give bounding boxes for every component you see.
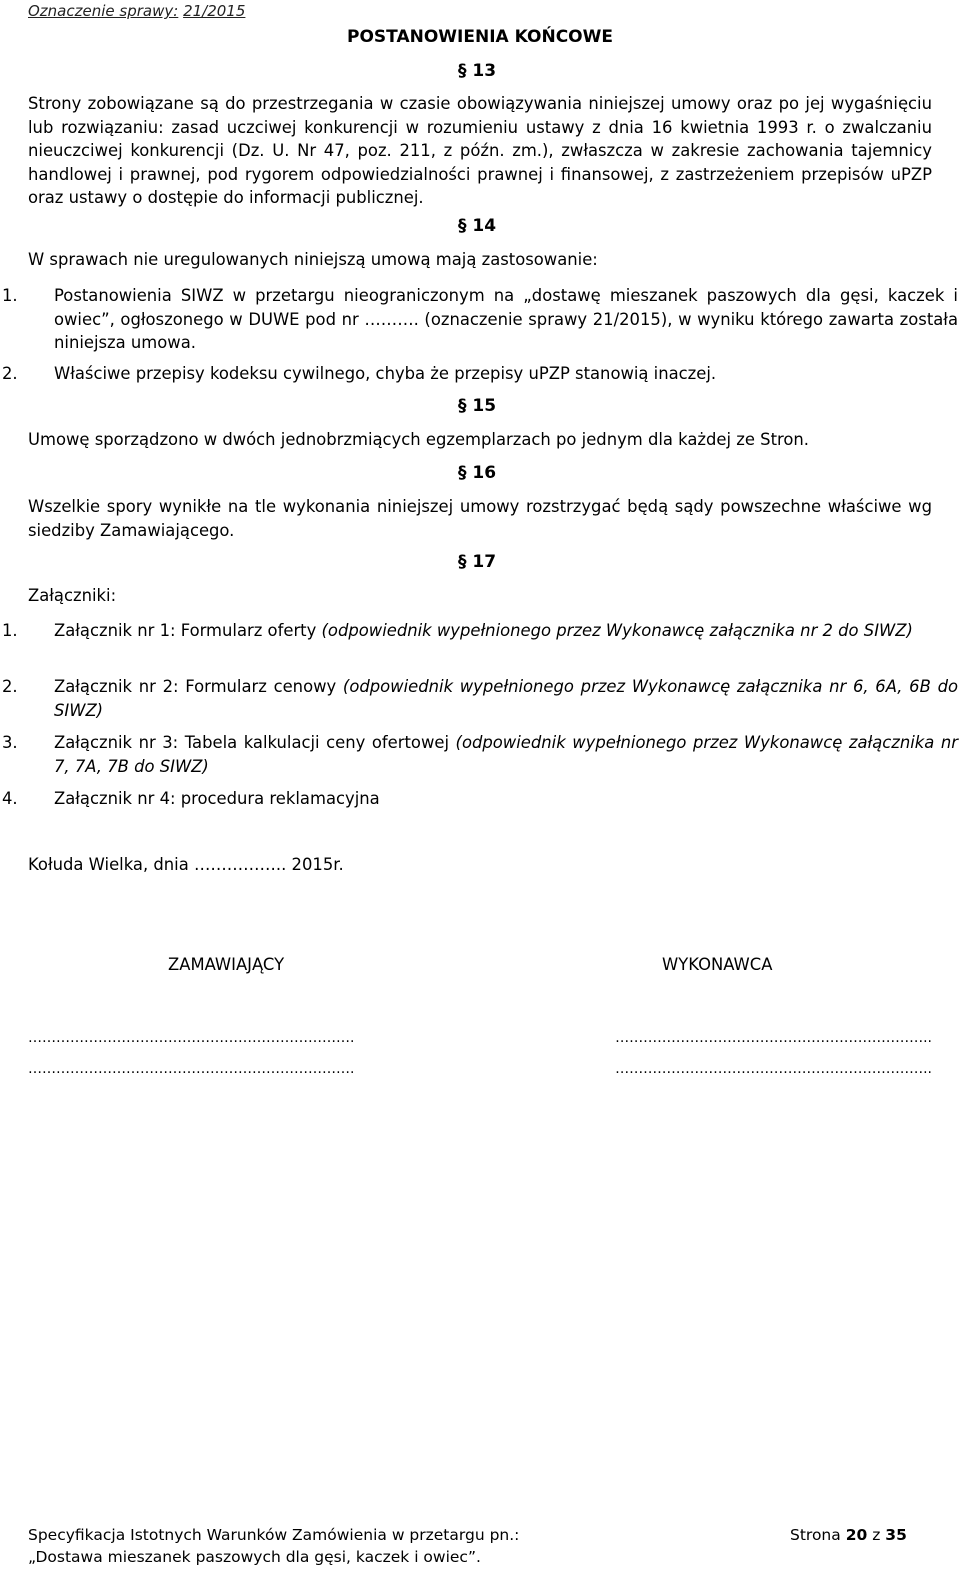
item-text: Właściwe przepisy kodeksu cywilnego, chyba że przepisy uPZP stanowią inaczej.	[54, 364, 717, 383]
section-15-text: Umowę sporządzono w dwóch jednobrzmiących egzemplarzach po jednym dla każdej ze Stron.	[28, 430, 810, 449]
signature-label-contractor: WYKONAWCA	[662, 955, 773, 974]
signature-line-contractor: …………………………………………………………..	[615, 1061, 932, 1077]
page-total: 35	[885, 1526, 907, 1544]
item-number: 1.	[2, 621, 18, 640]
item-main: Załącznik nr 3: Tabela kalkulacji ceny ofertowej	[54, 733, 456, 752]
case-reference-number: 21/2015	[183, 2, 246, 20]
attachment-item	[2, 619, 958, 643]
item-main: Załącznik nr 4: procedura reklamacyjna	[54, 789, 380, 808]
signature-line-contractor: …………………………………………………………..	[615, 1030, 932, 1046]
place-and-date: Kołuda Wielka, dnia …………….. 2015r.	[28, 855, 344, 874]
signature-line-orderer: …………………………………………………………….	[28, 1030, 355, 1046]
item-note: (odpowiednik wypełnionego przez Wykonawcę załącznika nr 6, 6A, 6B do SIWZ)	[54, 677, 958, 720]
signature-line-orderer: …………………………………………………………….	[28, 1061, 355, 1077]
item-text: Postanowienia SIWZ w przetargu nieograniczonym na „dostawę mieszanek paszowych dla gęsi, kaczek i owiec”, ogłoszonego w DUWE pod nr ………. (oznaczenie sprawy 21/2015), w wyniku którego zawarta została niniejsza umowa.	[54, 286, 958, 352]
item-number: 2.	[2, 364, 18, 383]
section-14-item	[2, 362, 958, 386]
case-reference	[28, 2, 245, 20]
attachment-item	[2, 731, 958, 778]
section-14-intro: W sprawach nie uregulowanych niniejszą umową mają zastosowanie:	[28, 250, 598, 269]
item-number: 4.	[2, 789, 18, 808]
section-13-text: Strony zobowiązane są do przestrzegania w czasie obowiązywania niniejszej umowy oraz po jej wygaśnięciu lub rozwiązaniu: zasad uczciwej konkurencji w rozumieniu ustawy z dnia 16 kwietnia 1993 r. o zwalczaniu nieuczciwej konkurencji (Dz. U. Nr 47, poz. 211, z późn. zm.), zwłaszcza w zakresie zachowania tajemnicy handlowej i prawnej, pod rygorem odpowiedzialności prawnej i finansowej, z zastrzeżeniem przepisów uPZP oraz ustawy o dostępie do informacji publicznej.	[28, 94, 932, 207]
page-title: POSTANOWIENIA KOŃCOWE	[347, 27, 613, 47]
item-number: 2.	[2, 677, 18, 696]
item-number: 1.	[2, 286, 18, 305]
case-reference-label: Oznaczenie sprawy:	[28, 2, 179, 20]
signature-label-orderer: ZAMAWIAJĄCY	[168, 955, 285, 974]
section-15-heading: § 15	[458, 396, 497, 416]
item-main: Załącznik nr 2: Formularz cenowy	[54, 677, 343, 696]
page-separator: z	[872, 1526, 881, 1544]
attachment-item	[2, 787, 958, 811]
page-prefix: Strona	[790, 1526, 841, 1544]
section-16-heading: § 16	[458, 463, 497, 483]
footer-subject: „Dostawa mieszanek paszowych dla gęsi, kaczek i owiec”.	[28, 1548, 481, 1566]
section-14-heading: § 14	[458, 216, 497, 236]
section-16-text: Wszelkie spory wynikłe na tle wykonania niniejszej umowy rozstrzygać będą sądy powszechne właściwe wg siedziby Zamawiającego.	[28, 497, 932, 540]
item-number: 3.	[2, 733, 18, 752]
section-13-heading: § 13	[458, 61, 497, 81]
item-note: (odpowiednik wypełnionego przez Wykonawcę załącznika nr 2 do SIWZ)	[321, 621, 913, 640]
page-number	[790, 1524, 907, 1546]
attachment-item	[2, 675, 958, 722]
section-14-item	[2, 284, 958, 355]
item-main: Załącznik nr 1: Formularz oferty	[54, 621, 322, 640]
section-17-heading: § 17	[458, 552, 497, 572]
item-note: (odpowiednik wypełnionego przez Wykonawcę załącznika nr 7, 7A, 7B do SIWZ)	[54, 733, 958, 776]
attachments-label: Załączniki:	[28, 586, 117, 605]
page-current: 20	[845, 1526, 868, 1544]
footer-spec: Specyfikacja Istotnych Warunków Zamówienia w przetargu pn.:	[28, 1526, 520, 1544]
